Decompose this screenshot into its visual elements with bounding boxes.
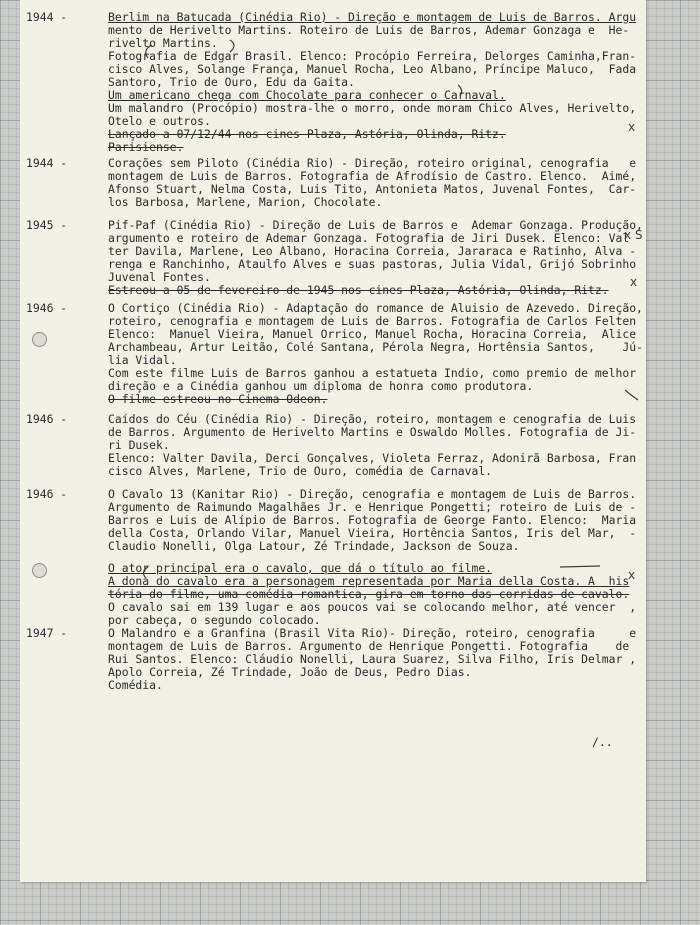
entry-line: Apolo Correia, Zé Trindade, João de Deus, Pedro Dias. <box>108 665 472 679</box>
entry-line: Lançado a 07/12/44 nos cines Plaza, Astória, Olinda, Ritz. <box>108 127 506 141</box>
entry-line: O Malandro e a Granfina (Brasil Vita Rio)- Direção, roteiro, cenografia e <box>108 626 637 640</box>
entry-line: Santoro, Trio de Ouro, Edu da Gaita. <box>108 75 355 89</box>
margin-check-mark: x <box>630 275 638 289</box>
entry-line: por cabeça, o segundo colocado. <box>108 613 321 627</box>
entry-line: Elenco: Valter Davila, Derci Gonçalves, Violeta Ferraz, Adonirã Barbosa, Fran <box>108 451 637 465</box>
entry-line: Comédia. <box>108 678 163 692</box>
entry-line: montagem de Luis de Barros. Fotografia de Afrodísio de Castro. Elenco. Aimé, <box>108 169 637 183</box>
entry-line: mento de Herivelto Martins. Roteiro de Luis de Barros, Ademar Gonzaga e He- <box>108 23 630 37</box>
punch-hole <box>32 563 47 578</box>
page-number: /.. <box>592 735 613 749</box>
entry-line: argumento e roteiro de Ademar Gonzaga. Fotografia de Jiri Dusek. Elenco: Val <box>108 231 630 245</box>
document-page <box>20 0 646 882</box>
entry-line: cisco Alves, Marlene, Trio de Ouro, comédia de Carnaval. <box>108 464 493 478</box>
entry-line: rivelto Martins. <box>108 36 218 50</box>
filmography-entry <box>26 10 648 154</box>
entry-year: 1946 - <box>26 301 68 315</box>
entry-line: Elenco: Manuel Vieira, Manuel Orrico, Manuel Rocha, Horacina Correia, Alice <box>108 327 637 341</box>
entry-line: Corações sem Piloto (Cinédia Rio) - Direção, roteiro original, cenografia e <box>108 156 637 170</box>
filmography-entry <box>26 218 648 297</box>
entry-line: tória do filme, uma comédia romantica, gira em torno das corridas de cavalo. <box>108 587 630 601</box>
filmography-entry <box>26 412 648 478</box>
margin-check-mark: x S <box>624 228 643 242</box>
entry-year: 1944 - <box>26 156 68 170</box>
entry-line: lia Vidal. <box>108 353 177 367</box>
entry-line: Um malandro (Procópio) mostra-lhe o morro, onde moram Chico Alves, Herivelto, <box>108 101 637 115</box>
entry-line: Caídos do Céu (Cinédia Rio) - Direção, roteiro, montagem e cenografia de Luis <box>108 412 637 426</box>
entry-line: los Barbosa, Marlene, Marion, Chocolate. <box>108 195 383 209</box>
filmography-entry <box>26 626 648 692</box>
entry-line: cisco Alves, Solange França, Manuel Rocha, Leo Albano, Príncipe Maluco, Fada <box>108 62 637 76</box>
entry-line: Parisiense. <box>108 140 184 154</box>
entry-line: de Barros. Argumento de Herivelto Martins e Oswaldo Molles. Fotografia de Ji- <box>108 425 637 439</box>
entry-line: Otelo e outros. <box>108 114 211 128</box>
entry-line: della Costa, Orlando Vilar, Manuel Vieira, Hortência Santos, Iris del Mar, - <box>108 526 637 540</box>
entry-line: Pif-Paf (Cinédia Rio) - Direção de Luis de Barros e Ademar Gonzaga. Produção, <box>108 218 643 232</box>
entry-line: Estreou a 05 de fevereiro de 1945 nos cines Plaza, Astória, Olinda, Ritz. <box>108 283 609 297</box>
filmography-entry <box>26 301 648 406</box>
margin-check-mark: x <box>628 120 636 134</box>
entry-line: A dona do cavalo era a personagem representada por Maria della Costa. A his <box>108 574 630 588</box>
entry-line: Fotografia de Edgar Brasil. Elenco: Procópio Ferreira, Delorges Caminha,Fran- <box>108 49 637 63</box>
filmography-entry <box>26 487 648 627</box>
entry-year: 1946 - <box>26 487 68 501</box>
entry-line: O Cavalo 13 (Kanitar Rio) - Direção, cenografia e montagem de Luis de Barros. <box>108 487 637 501</box>
punch-hole <box>32 332 47 347</box>
entry-line: O filme estreou no Cinema Odeon. <box>108 392 328 406</box>
entry-line: Archambeau, Artur Leitão, Colé Santana, Pérola Negra, Hortênsia Santos, Jú- <box>108 340 643 354</box>
entry-line: renga e Ranchinho, Ataulfo Alves e suas pastoras, Julia Vidal, Grijó Sobrinho <box>108 257 637 271</box>
entry-line: Berlim na Batucada (Cinédia Rio) - Direção e montagem de Luis de Barros. Argu <box>108 10 637 24</box>
entry-line: Um americano chega com Chocolate para conhecer o Carnaval. <box>108 88 506 102</box>
entry-year: 1944 - <box>26 10 68 24</box>
entry-line: montagem de Luis de Barros. Argumento de Henrique Pongetti. Fotografia de <box>108 639 630 653</box>
entry-line: Claudio Nonelli, Olga Latour, Zé Trindade, Jackson de Souza. <box>108 539 520 553</box>
entry-line: direção e a Cinédia ganhou um diploma de honra como produtora. <box>108 379 534 393</box>
entry-line: Rui Santos. Elenco: Cláudio Nonelli, Laura Suarez, Silva Filho, Iris Delmar , <box>108 652 637 666</box>
entry-line: Com este filme Luis de Barros ganhou a estatueta Indio, como premio de melhor <box>108 366 637 380</box>
filmography-entry <box>26 156 648 209</box>
entry-line: ter Davila, Marlene, Leo Albano, Horacina Correia, Jararaca e Ratinho, Alva - <box>108 244 637 258</box>
entry-year: 1946 - <box>26 412 68 426</box>
entry-line: Afonso Stuart, Nelma Costa, Luis Tito, Antonieta Matos, Juvenal Fontes, Car- <box>108 182 637 196</box>
entry-line: O cavalo sai em 139 lugar e aos poucos vai se colocando melhor, até vencer , <box>108 600 637 614</box>
margin-check-mark: x <box>628 568 636 582</box>
entry-line: O ator principal era o cavalo, que dá o título ao filme. <box>108 561 493 575</box>
entry-line: Barros e Luis de Alípio de Barros. Fotografia de George Fanto. Elenco: Maria <box>108 513 637 527</box>
entry-year: 1945 - <box>26 218 68 232</box>
entry-year: 1947 - <box>26 626 68 640</box>
entry-line: ri Dusek. <box>108 438 170 452</box>
entry-line: Argumento de Raimundo Magalhães Jr. e Henrique Pongetti; roteiro de Luis de - <box>108 500 637 514</box>
entry-line: Juvenal Fontes. <box>108 270 211 284</box>
entry-line: O Cortiço (Cinédia Rio) - Adaptação do romance de Aluisio de Azevedo. Direção, <box>108 301 643 315</box>
entry-line: roteiro, cenografia e montagem de Luis de Barros. Fotografia de Carlos Felten <box>108 314 637 328</box>
